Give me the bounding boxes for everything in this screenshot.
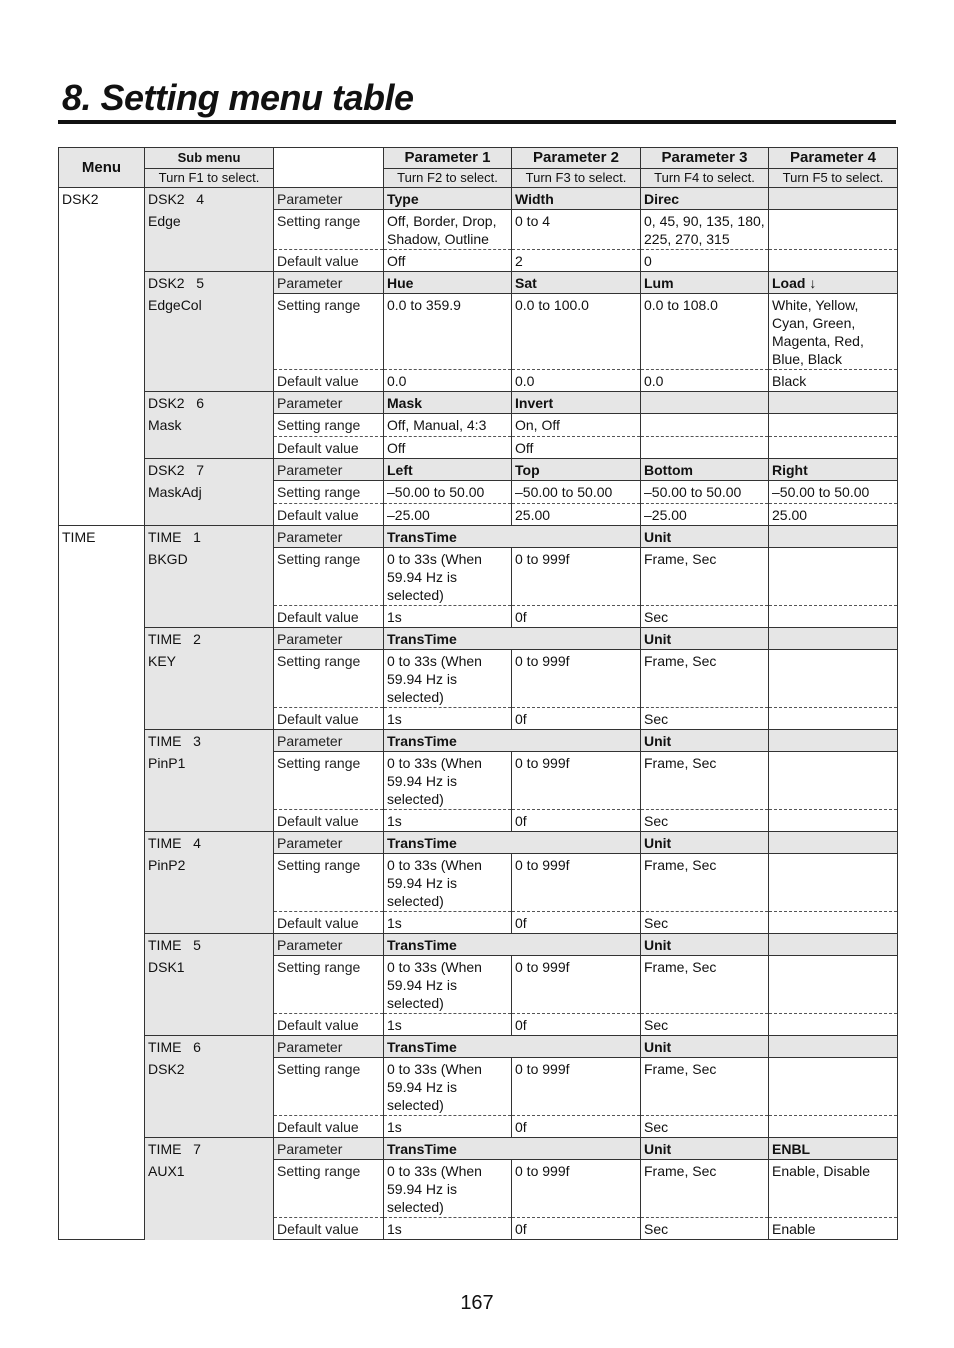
parameter-3-range: Frame, Sec	[641, 650, 769, 708]
parameter-1-name: Left	[384, 459, 512, 481]
submenu-id: DSK2 5	[145, 272, 274, 294]
parameter-2-name: Top	[512, 459, 641, 481]
default-value-label: Default value	[274, 912, 384, 934]
parameter-2-range: 0 to 999f	[512, 956, 641, 1014]
submenu-name: BKGD	[145, 548, 274, 628]
parameter-1-name: TransTime	[384, 730, 641, 752]
parameter-3-range: Frame, Sec	[641, 1058, 769, 1116]
default-value-label: Default value	[274, 1014, 384, 1036]
setting-range-row	[59, 548, 898, 606]
setting-range-row	[59, 210, 898, 250]
parameter-3-default: Sec	[641, 912, 769, 934]
parameter-3-name: Unit	[641, 526, 769, 548]
parameter-1-default: 1s	[384, 1218, 512, 1240]
parameter-2-default: 2	[512, 250, 641, 272]
parameter-4-default	[769, 1116, 898, 1138]
parameter-4-name	[769, 832, 898, 854]
parameter-row	[59, 832, 898, 854]
parameter-4-range	[769, 956, 898, 1014]
parameter-4-name	[769, 730, 898, 752]
parameter-1-name: TransTime	[384, 934, 641, 956]
parameter-4-header: Parameter 4	[769, 148, 898, 169]
submenu-name: Edge	[145, 210, 274, 272]
parameter-4-range: Enable, Disable	[769, 1160, 898, 1218]
parameter-3-name: Unit	[641, 628, 769, 650]
parameter-4-name: Load ↓	[769, 272, 898, 294]
parameter-1-default: 0.0	[384, 370, 512, 392]
parameter-1-name: TransTime	[384, 1036, 641, 1058]
parameter-1-range: Off, Border, Drop, Shadow, Outline	[384, 210, 512, 250]
parameter-2-name: Invert	[512, 392, 641, 414]
parameter-2-default: 0f	[512, 1116, 641, 1138]
label-column-header	[274, 148, 384, 188]
parameter-4-name	[769, 1036, 898, 1058]
parameter-4-name	[769, 628, 898, 650]
parameter-4-default	[769, 912, 898, 934]
parameter-3-default: Sec	[641, 606, 769, 628]
parameter-1-name: TransTime	[384, 526, 641, 548]
parameter-4-range	[769, 414, 898, 437]
setting-range-label: Setting range	[274, 854, 384, 912]
parameter-label: Parameter	[274, 188, 384, 210]
parameter-4-name: Right	[769, 459, 898, 481]
parameter-4-range	[769, 854, 898, 912]
setting-range-row	[59, 956, 898, 1014]
default-value-label: Default value	[274, 1218, 384, 1240]
parameter-label: Parameter	[274, 1036, 384, 1058]
parameter-3-range: Frame, Sec	[641, 1160, 769, 1218]
parameter-1-range: 0 to 33s (When 59.94 Hz is selected)	[384, 854, 512, 912]
parameter-label: Parameter	[274, 628, 384, 650]
parameter-4-default	[769, 810, 898, 832]
default-value-label: Default value	[274, 370, 384, 392]
parameter-3-name	[641, 392, 769, 414]
parameter-2-range: 0 to 999f	[512, 548, 641, 606]
parameter-4-default: 25.00	[769, 504, 898, 526]
parameter-3-hint: Turn F4 to select.	[641, 169, 769, 188]
parameter-row	[59, 730, 898, 752]
parameter-3-name: Unit	[641, 1036, 769, 1058]
parameter-1-default: 1s	[384, 606, 512, 628]
parameter-3-range: 0, 45, 90, 135, 180, 225, 270, 315	[641, 210, 769, 250]
title-rule	[58, 120, 896, 124]
parameter-1-range: 0 to 33s (When 59.94 Hz is selected)	[384, 1160, 512, 1218]
submenu-hint: Turn F1 to select.	[145, 169, 274, 188]
parameter-4-range	[769, 752, 898, 810]
parameter-1-name: Hue	[384, 272, 512, 294]
parameter-label: Parameter	[274, 934, 384, 956]
parameter-row	[59, 459, 898, 481]
parameter-row	[59, 1138, 898, 1160]
parameter-2-name: Sat	[512, 272, 641, 294]
menu-name: TIME	[59, 526, 145, 1240]
parameter-1-default: 1s	[384, 810, 512, 832]
parameter-1-name: TransTime	[384, 832, 641, 854]
submenu-name: DSK1	[145, 956, 274, 1036]
parameter-row	[59, 934, 898, 956]
setting-range-row	[59, 752, 898, 810]
parameter-4-name	[769, 934, 898, 956]
parameter-1-name: TransTime	[384, 1138, 641, 1160]
parameter-1-range: Off, Manual, 4:3	[384, 414, 512, 437]
parameter-1-name: Mask	[384, 392, 512, 414]
parameter-3-default	[641, 437, 769, 459]
parameter-3-range: 0.0 to 108.0	[641, 294, 769, 370]
setting-range-label: Setting range	[274, 294, 384, 370]
setting-range-label: Setting range	[274, 414, 384, 437]
parameter-3-range: –50.00 to 50.00	[641, 481, 769, 504]
parameter-4-range	[769, 650, 898, 708]
parameter-3-default: Sec	[641, 1014, 769, 1036]
setting-range-label: Setting range	[274, 752, 384, 810]
submenu-id: TIME 4	[145, 832, 274, 854]
parameter-2-default: 25.00	[512, 504, 641, 526]
parameter-3-header: Parameter 3	[641, 148, 769, 169]
setting-range-row	[59, 1058, 898, 1116]
parameter-3-name: Unit	[641, 832, 769, 854]
parameter-3-name: Unit	[641, 1138, 769, 1160]
parameter-2-range: 0.0 to 100.0	[512, 294, 641, 370]
parameter-label: Parameter	[274, 392, 384, 414]
header-hint-row	[59, 169, 898, 188]
setting-range-row	[59, 1160, 898, 1218]
parameter-2-default: 0f	[512, 1014, 641, 1036]
submenu-column-header: Sub menu	[145, 148, 274, 169]
parameter-4-default	[769, 606, 898, 628]
default-value-label: Default value	[274, 810, 384, 832]
parameter-3-range: Frame, Sec	[641, 752, 769, 810]
parameter-4-default	[769, 1014, 898, 1036]
parameter-3-default: –25.00	[641, 504, 769, 526]
parameter-2-default: Off	[512, 437, 641, 459]
setting-range-row	[59, 294, 898, 370]
parameter-2-range: On, Off	[512, 414, 641, 437]
setting-range-row	[59, 414, 898, 437]
parameter-3-name: Direc	[641, 188, 769, 210]
parameter-4-default	[769, 708, 898, 730]
parameter-2-range: 0 to 999f	[512, 1160, 641, 1218]
parameter-4-range	[769, 1058, 898, 1116]
parameter-1-hint: Turn F2 to select.	[384, 169, 512, 188]
parameter-row	[59, 1036, 898, 1058]
parameter-row	[59, 628, 898, 650]
parameter-1-range: 0 to 33s (When 59.94 Hz is selected)	[384, 650, 512, 708]
parameter-1-default: 1s	[384, 708, 512, 730]
menu-column-header: Menu	[59, 148, 145, 188]
parameter-3-range: Frame, Sec	[641, 956, 769, 1014]
parameter-1-default: 1s	[384, 912, 512, 934]
setting-range-label: Setting range	[274, 1058, 384, 1116]
parameter-1-range: 0 to 33s (When 59.94 Hz is selected)	[384, 956, 512, 1014]
parameter-3-range	[641, 414, 769, 437]
parameter-1-range: –50.00 to 50.00	[384, 481, 512, 504]
parameter-label: Parameter	[274, 730, 384, 752]
submenu-id: DSK2 4	[145, 188, 274, 210]
parameter-1-default: Off	[384, 250, 512, 272]
page-title: 8. Setting menu table	[62, 77, 414, 118]
parameter-3-default: Sec	[641, 810, 769, 832]
parameter-4-range: –50.00 to 50.00	[769, 481, 898, 504]
parameter-1-name: TransTime	[384, 628, 641, 650]
parameter-3-range: Frame, Sec	[641, 854, 769, 912]
menu-name: DSK2	[59, 188, 145, 526]
default-value-label: Default value	[274, 250, 384, 272]
submenu-name: DSK2	[145, 1058, 274, 1138]
parameter-1-default: 1s	[384, 1014, 512, 1036]
parameter-1-range: 0 to 33s (When 59.94 Hz is selected)	[384, 1058, 512, 1116]
parameter-1-range: 0 to 33s (When 59.94 Hz is selected)	[384, 548, 512, 606]
parameter-1-default: Off	[384, 437, 512, 459]
submenu-name: AUX1	[145, 1160, 274, 1240]
parameter-row	[59, 272, 898, 294]
default-value-label: Default value	[274, 708, 384, 730]
parameter-row	[59, 392, 898, 414]
header-row	[59, 148, 898, 169]
parameter-2-hint: Turn F3 to select.	[512, 169, 641, 188]
parameter-1-name: Type	[384, 188, 512, 210]
parameter-3-name: Unit	[641, 730, 769, 752]
parameter-row	[59, 188, 898, 210]
parameter-label: Parameter	[274, 832, 384, 854]
setting-range-label: Setting range	[274, 548, 384, 606]
parameter-4-default: Enable	[769, 1218, 898, 1240]
submenu-name: KEY	[145, 650, 274, 730]
submenu-id: TIME 2	[145, 628, 274, 650]
setting-range-label: Setting range	[274, 956, 384, 1014]
setting-range-row	[59, 481, 898, 504]
setting-range-label: Setting range	[274, 650, 384, 708]
default-value-label: Default value	[274, 606, 384, 628]
parameter-3-range: Frame, Sec	[641, 548, 769, 606]
parameter-4-name	[769, 526, 898, 548]
parameter-2-header: Parameter 2	[512, 148, 641, 169]
parameter-2-range: 0 to 999f	[512, 650, 641, 708]
submenu-name: Mask	[145, 414, 274, 459]
parameter-1-default: 1s	[384, 1116, 512, 1138]
parameter-3-default: Sec	[641, 1116, 769, 1138]
parameter-4-default	[769, 437, 898, 459]
default-value-label: Default value	[274, 1116, 384, 1138]
submenu-id: TIME 3	[145, 730, 274, 752]
parameter-2-range: 0 to 999f	[512, 854, 641, 912]
parameter-2-range: –50.00 to 50.00	[512, 481, 641, 504]
parameter-4-range	[769, 210, 898, 250]
parameter-1-default: –25.00	[384, 504, 512, 526]
parameter-1-range: 0 to 33s (When 59.94 Hz is selected)	[384, 752, 512, 810]
parameter-2-default: 0f	[512, 1218, 641, 1240]
parameter-3-name: Lum	[641, 272, 769, 294]
submenu-name: PinP2	[145, 854, 274, 934]
table-body	[59, 188, 898, 1240]
setting-range-row	[59, 650, 898, 708]
submenu-id: DSK2 6	[145, 392, 274, 414]
parameter-2-range: 0 to 4	[512, 210, 641, 250]
parameter-2-default: 0f	[512, 708, 641, 730]
submenu-name: PinP1	[145, 752, 274, 832]
parameter-label: Parameter	[274, 459, 384, 481]
submenu-name: MaskAdj	[145, 481, 274, 526]
default-value-label: Default value	[274, 437, 384, 459]
parameter-2-default: 0f	[512, 810, 641, 832]
submenu-id: TIME 5	[145, 934, 274, 956]
parameter-2-range: 0 to 999f	[512, 752, 641, 810]
parameter-1-header: Parameter 1	[384, 148, 512, 169]
parameter-2-default: 0.0	[512, 370, 641, 392]
submenu-id: TIME 1	[145, 526, 274, 548]
parameter-label: Parameter	[274, 1138, 384, 1160]
parameter-2-name: Width	[512, 188, 641, 210]
parameter-4-default	[769, 250, 898, 272]
page-number: 167	[460, 1292, 494, 1314]
setting-range-label: Setting range	[274, 481, 384, 504]
parameter-4-range	[769, 548, 898, 606]
parameter-3-name: Unit	[641, 934, 769, 956]
parameter-4-name	[769, 392, 898, 414]
parameter-3-default: 0.0	[641, 370, 769, 392]
parameter-4-range: White, Yellow, Cyan, Green, Magenta, Red, Blue, Black	[769, 294, 898, 370]
parameter-4-hint: Turn F5 to select.	[769, 169, 898, 188]
default-value-label: Default value	[274, 504, 384, 526]
parameter-3-name: Bottom	[641, 459, 769, 481]
setting-range-label: Setting range	[274, 210, 384, 250]
parameter-2-default: 0f	[512, 912, 641, 934]
parameter-row	[59, 526, 898, 548]
submenu-id: TIME 7	[145, 1138, 274, 1160]
parameter-4-name	[769, 188, 898, 210]
setting-range-row	[59, 854, 898, 912]
parameter-4-name: ENBL	[769, 1138, 898, 1160]
submenu-id: DSK2 7	[145, 459, 274, 481]
parameter-1-range: 0.0 to 359.9	[384, 294, 512, 370]
parameter-label: Parameter	[274, 272, 384, 294]
setting-range-label: Setting range	[274, 1160, 384, 1218]
parameter-2-default: 0f	[512, 606, 641, 628]
parameter-label: Parameter	[274, 526, 384, 548]
setting-menu-table	[58, 147, 898, 1240]
parameter-2-range: 0 to 999f	[512, 1058, 641, 1116]
parameter-3-default: 0	[641, 250, 769, 272]
submenu-id: TIME 6	[145, 1036, 274, 1058]
parameter-3-default: Sec	[641, 1218, 769, 1240]
parameter-3-default: Sec	[641, 708, 769, 730]
parameter-4-default: Black	[769, 370, 898, 392]
submenu-name: EdgeCol	[145, 294, 274, 392]
